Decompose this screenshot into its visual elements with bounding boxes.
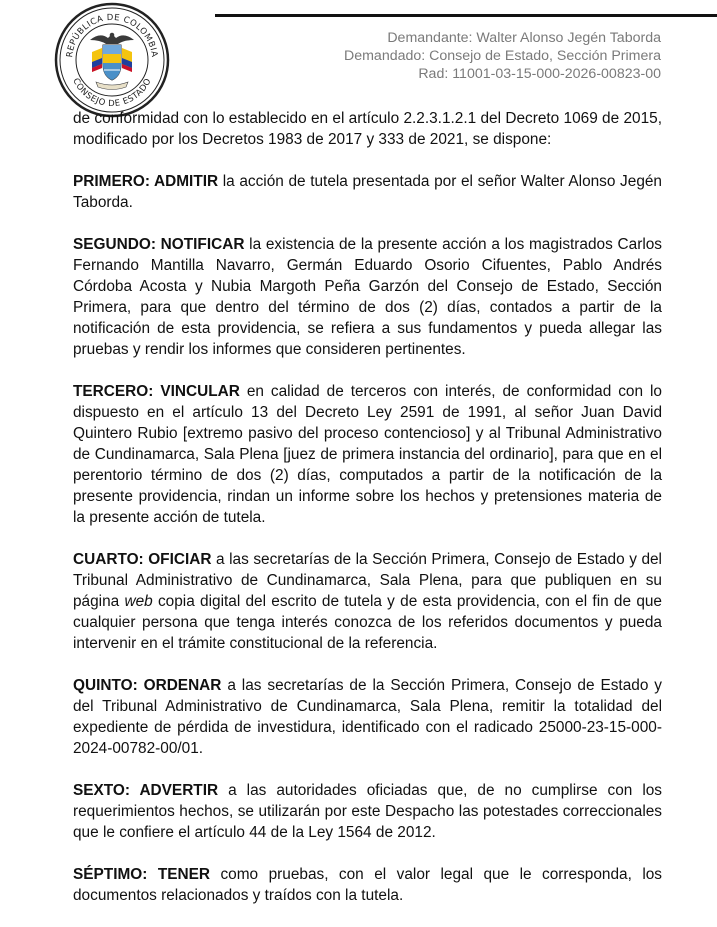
primero-paragraph <box>73 171 662 213</box>
rad-line: Rad: 11001-03-15-000-2026-00823-00 <box>418 66 661 82</box>
primero-lead: PRIMERO: ADMITIR <box>73 173 219 190</box>
tercero-text: en calidad de terceros con interés, de conformidad con lo dispuesto en el artículo 13 del Decreto Ley 2591 de 1991, al señor Juan David Quintero Rubio [extremo pasivo del proceso contencioso] y al Tribunal Administrativo de Cundinamarca, Sala Plena [juez de primera instancia del ordinario], para que en el perentorio término de dos (2) días, computados a partir de la notificación de la presente providencia, rindan un informe sobre los hechos y pretensiones materia de la presente acción de tutela. <box>73 383 662 526</box>
primero-text: la acción de tutela presentada por el señor Walter Alonso Jegén Taborda. <box>73 173 662 211</box>
defendant-line: Demandado: Consejo de Estado, Sección Primera <box>343 48 661 64</box>
header-rule <box>215 14 717 17</box>
septimo-paragraph <box>73 864 662 906</box>
cuarto-paragraph <box>73 549 662 654</box>
sexto-text: a las autoridades oficiadas que, de no cumplirse con los requerimientos hechos, se utilizarán por este Despacho las potestades correccionales que le confiere el artículo 44 de la Ley 1564 de 2012. <box>73 782 662 841</box>
intro-paragraph: de conformidad con lo establecido en el artículo 2.2.3.1.2.1 del Decreto 1069 de 2015, modificado por los Decretos 1983 de 2017 y 333 de 2021, se dispone: <box>73 110 662 148</box>
quinto-paragraph <box>73 675 662 759</box>
cuarto-italic-web: web <box>124 593 153 610</box>
quinto-text: a las secretarías de la Sección Primera, Consejo de Estado y del Tribunal Administrativo de Cundinamarca, Sala Plena, remitir la totalidad del expediente de pérdida de investidura, identificado con el radicado 25000-23-15-000-2024-00782-00/01. <box>73 677 662 757</box>
segundo-paragraph <box>73 234 662 360</box>
tercero-paragraph <box>73 381 662 528</box>
consejo-de-estado-seal <box>54 2 170 118</box>
case-header <box>344 29 661 83</box>
document-body <box>73 108 662 927</box>
cuarto-lead: CUARTO: OFICIAR <box>73 551 212 568</box>
sexto-lead: SEXTO: ADVERTIR <box>73 782 219 799</box>
sexto-paragraph <box>73 780 662 843</box>
cuarto-text-after: copia digital del escrito de tutela y de esta providencia, con el fin de que cualquier persona que tenga interés conozca de los referidos documentos y pueda intervenir en el trámite constitucional de la referencia. <box>73 593 662 652</box>
quinto-lead: QUINTO: ORDENAR <box>73 677 222 694</box>
cuarto-text-before: a las secretarías de la Sección Primera, Consejo de Estado y del Tribunal Administrativo de Cundinamarca, Sala Plena, para que publiquen en su página <box>73 551 662 610</box>
septimo-lead: SÉPTIMO: TENER <box>73 866 211 883</box>
plaintiff-line: Demandante: Walter Alonso Jegén Taborda <box>387 30 661 46</box>
segundo-lead: SEGUNDO: NOTIFICAR <box>73 236 245 253</box>
septimo-text: como pruebas, con el valor legal que le corresponda, los documentos relacionados y traídos con la tutela. <box>73 866 663 904</box>
tercero-lead: TERCERO: VINCULAR <box>73 383 240 400</box>
svg-text:REPÚBLICA DE COLOMBIA: REPÚBLICA DE COLOMBIA <box>65 12 159 59</box>
svg-text:CONSEJO DE ESTADO: CONSEJO DE ESTADO <box>70 76 154 110</box>
segundo-text: la existencia de la presente acción a los magistrados Carlos Fernando Mantilla Navarro, Germán Eduardo Osorio Cifuentes, Pablo Andrés Córdoba Acosta y Nubia Margoth Peña Garzón del Consejo de Estado, Sección Primera, para que dentro del término de dos (2) días, contados a partir de la notificación de esta providencia, se refiera a sus fundamentos y pueda allegar las pruebas y rendir los informes que consideren pertinentes. <box>73 236 662 358</box>
